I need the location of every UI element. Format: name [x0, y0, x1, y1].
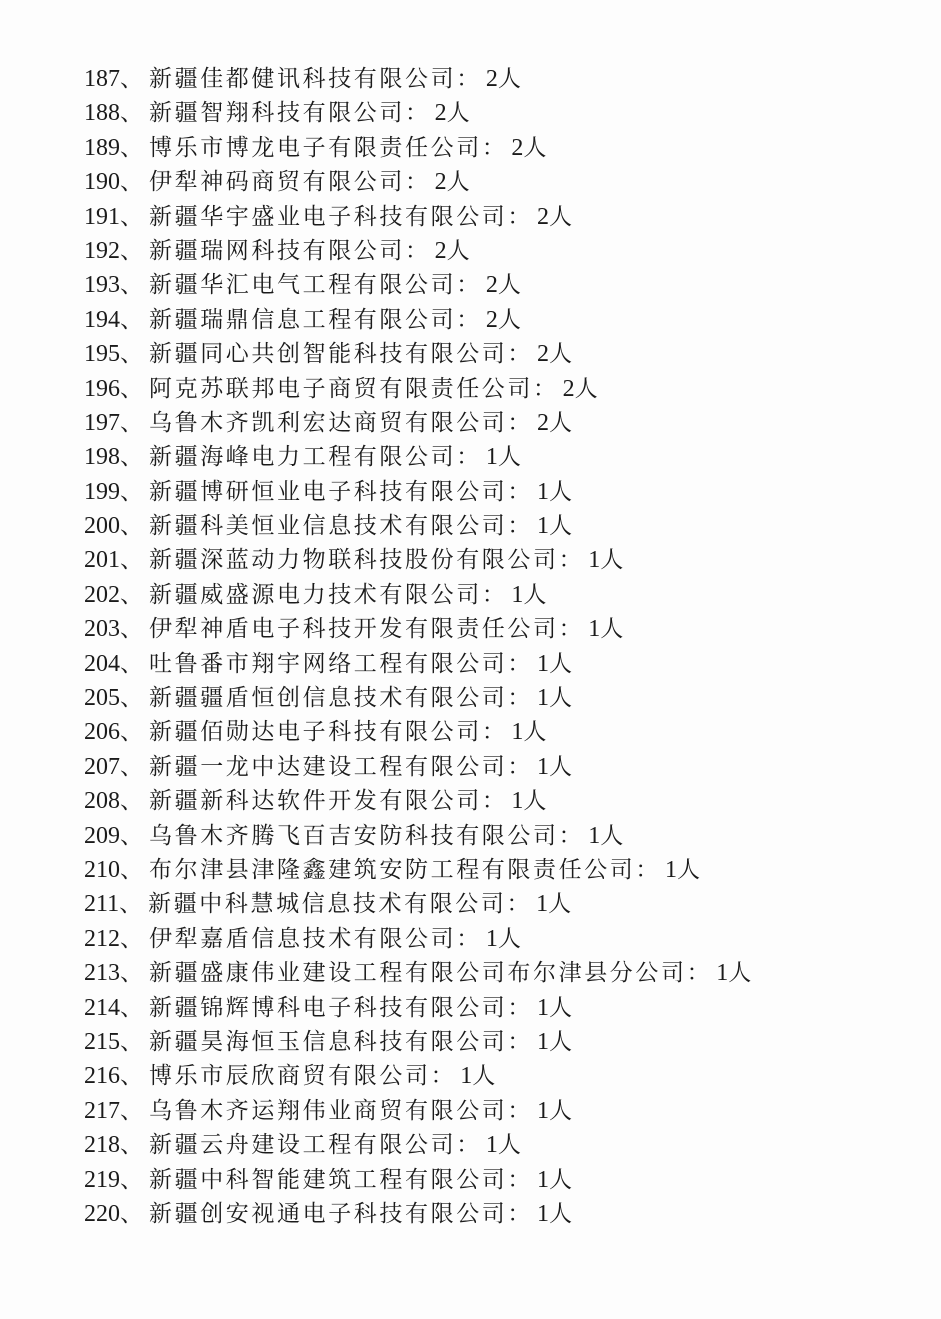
entry-separator: 、 — [120, 616, 143, 643]
list-item — [84, 1197, 904, 1231]
company-name: 新疆华宇盛业电子科技有限公司 — [149, 203, 508, 230]
entry-colon: ： — [456, 444, 482, 471]
headcount-value: 1 — [588, 822, 601, 849]
headcount-unit: 人 — [549, 650, 573, 677]
entry-colon: ： — [456, 925, 482, 952]
list-item — [84, 131, 904, 165]
headcount — [511, 578, 546, 612]
headcount — [537, 475, 572, 509]
company-name: 乌鲁木齐腾飞百吉安防科技有限公司 — [149, 822, 559, 849]
headcount-value: 1 — [460, 1063, 473, 1090]
headcount — [486, 268, 521, 302]
headcount-value: 2 — [537, 203, 550, 230]
company-name: 新疆海峰电力工程有限公司 — [149, 444, 457, 471]
company-name: 新疆创安视通电子科技有限公司 — [149, 1200, 508, 1227]
entry-separator: 、 — [120, 1132, 143, 1159]
list-item — [84, 715, 904, 749]
headcount — [486, 440, 521, 474]
headcount-value: 1 — [537, 1097, 550, 1124]
entry-colon: ： — [533, 375, 559, 402]
headcount — [511, 715, 546, 749]
company-name: 布尔津县津隆鑫建筑安防工程有限责任公司 — [149, 856, 636, 883]
entry-separator: 、 — [120, 1028, 143, 1055]
entry-colon: ： — [405, 100, 431, 127]
headcount-value: 1 — [537, 753, 550, 780]
headcount — [716, 956, 751, 990]
entry-number: 198 — [84, 444, 120, 471]
entry-number: 187 — [84, 66, 120, 92]
headcount-value: 1 — [511, 719, 524, 746]
company-name: 新疆华汇电气工程有限公司 — [149, 272, 457, 299]
entry-colon: ： — [507, 1097, 534, 1124]
headcount-unit: 人 — [677, 856, 701, 883]
headcount — [537, 750, 572, 784]
entry-number: 197 — [84, 409, 120, 436]
headcount — [537, 406, 572, 440]
headcount-unit: 人 — [549, 478, 573, 505]
headcount-unit: 人 — [549, 1200, 573, 1227]
entry-colon: ： — [507, 753, 534, 780]
entry-number: 196 — [84, 375, 120, 402]
entry-number: 217 — [84, 1097, 120, 1124]
headcount-value: 2 — [434, 169, 447, 196]
entry-separator: 、 — [120, 444, 143, 471]
entry-colon: ： — [456, 66, 482, 92]
entry-number: 219 — [84, 1166, 120, 1193]
headcount — [537, 337, 572, 371]
headcount-value: 1 — [665, 856, 678, 883]
headcount-value: 1 — [537, 685, 550, 712]
headcount — [537, 991, 572, 1025]
headcount — [537, 200, 572, 234]
headcount — [536, 887, 571, 921]
entry-number: 201 — [84, 547, 120, 574]
headcount-unit: 人 — [574, 375, 598, 402]
list-item — [84, 784, 904, 818]
headcount-value: 1 — [485, 925, 498, 952]
entry-number: 189 — [84, 134, 120, 161]
headcount-unit: 人 — [446, 169, 470, 196]
list-item — [84, 200, 904, 234]
headcount — [537, 509, 572, 543]
headcount-unit: 人 — [549, 685, 573, 712]
entry-number: 190 — [84, 169, 120, 196]
company-name: 阿克苏联邦电子商贸有限责任公司 — [149, 375, 533, 402]
list-item — [84, 991, 904, 1025]
headcount-value: 2 — [485, 272, 498, 299]
entry-number: 188 — [84, 100, 120, 127]
entry-separator: 、 — [120, 719, 143, 746]
headcount-value: 2 — [485, 66, 498, 92]
headcount-value: 1 — [485, 444, 498, 471]
headcount — [665, 853, 700, 887]
list-item — [84, 681, 904, 715]
headcount — [511, 784, 546, 818]
entry-number: 211 — [84, 891, 120, 918]
entry-separator: 、 — [120, 788, 143, 815]
company-name: 乌鲁木齐运翔伟业商贸有限公司 — [149, 1097, 508, 1124]
list-item — [84, 956, 904, 990]
headcount — [435, 165, 470, 199]
entry-separator: 、 — [120, 478, 143, 505]
entry-separator: 、 — [120, 306, 143, 333]
entry-number: 218 — [84, 1132, 120, 1159]
list-item — [84, 853, 904, 887]
list-item — [84, 1059, 904, 1093]
headcount-unit: 人 — [523, 581, 547, 608]
headcount-unit: 人 — [497, 272, 521, 299]
headcount — [460, 1059, 495, 1093]
entry-colon: ： — [686, 960, 713, 987]
entry-number: 195 — [84, 341, 120, 368]
entry-number: 193 — [84, 272, 120, 299]
headcount-unit: 人 — [497, 444, 521, 471]
headcount-value: 1 — [588, 547, 601, 574]
company-name: 新疆博研恒业电子科技有限公司 — [149, 478, 508, 505]
entry-separator: 、 — [120, 685, 143, 712]
company-list — [84, 62, 904, 1231]
headcount-value: 1 — [537, 1166, 550, 1193]
entry-number: 208 — [84, 788, 120, 815]
headcount — [486, 922, 521, 956]
headcount-unit: 人 — [472, 1063, 496, 1090]
company-name: 新疆瑞网科技有限公司 — [149, 237, 405, 264]
entry-colon: ： — [405, 237, 431, 264]
entry-colon: ： — [507, 650, 534, 677]
company-name: 新疆昊海恒玉信息科技有限公司 — [149, 1028, 508, 1055]
entry-colon: ： — [430, 1063, 457, 1090]
headcount-unit: 人 — [600, 822, 624, 849]
headcount — [537, 1197, 572, 1231]
entry-colon: ： — [507, 513, 534, 540]
entry-separator: 、 — [120, 375, 143, 402]
entry-number: 209 — [84, 822, 120, 849]
entry-number: 191 — [84, 203, 120, 230]
company-name: 新疆中科慧城信息技术有限公司 — [148, 891, 507, 918]
entry-separator: 、 — [120, 994, 143, 1021]
headcount-value: 2 — [511, 134, 524, 161]
entry-separator: 、 — [120, 134, 143, 161]
headcount-unit: 人 — [497, 306, 521, 333]
entry-number: 220 — [84, 1200, 120, 1227]
headcount-value: 2 — [537, 341, 550, 368]
headcount — [435, 234, 470, 268]
entry-separator: 、 — [120, 960, 143, 987]
entry-separator: 、 — [120, 1063, 143, 1090]
headcount-unit: 人 — [548, 891, 572, 918]
entry-colon: ： — [456, 306, 482, 333]
headcount — [486, 303, 521, 337]
headcount — [486, 1128, 521, 1162]
headcount-unit: 人 — [600, 616, 624, 643]
headcount — [588, 543, 623, 577]
headcount-unit: 人 — [549, 1097, 573, 1124]
entry-number: 199 — [84, 478, 120, 505]
entry-number: 207 — [84, 753, 120, 780]
list-item — [84, 922, 904, 956]
company-name: 新疆智翔科技有限公司 — [149, 100, 405, 127]
headcount-value: 2 — [434, 100, 447, 127]
company-name: 博乐市博龙电子有限责任公司 — [149, 134, 482, 161]
headcount — [537, 1163, 572, 1197]
entry-number: 215 — [84, 1028, 120, 1055]
company-name: 新疆同心共创智能科技有限公司 — [149, 341, 508, 368]
headcount-unit: 人 — [549, 203, 573, 230]
headcount-value: 1 — [511, 581, 524, 608]
headcount — [537, 1025, 572, 1059]
headcount — [537, 647, 572, 681]
entry-number: 210 — [84, 856, 120, 883]
entry-separator: 、 — [120, 650, 143, 677]
list-item — [84, 647, 904, 681]
list-item — [84, 372, 904, 406]
entry-separator: 、 — [120, 272, 143, 299]
company-name: 新疆科美恒业信息技术有限公司 — [149, 513, 508, 540]
list-item — [84, 303, 904, 337]
list-item — [84, 440, 904, 474]
headcount-unit: 人 — [523, 788, 547, 815]
entry-separator: 、 — [120, 581, 143, 608]
entry-separator: 、 — [120, 513, 143, 540]
company-name: 新疆盛康伟业建设工程有限公司布尔津县分公司 — [149, 960, 687, 987]
headcount — [511, 131, 546, 165]
entry-colon: ： — [507, 994, 534, 1021]
entry-number: 194 — [84, 306, 120, 333]
headcount-unit: 人 — [523, 719, 547, 746]
entry-separator: 、 — [120, 925, 143, 952]
entry-colon: ： — [635, 856, 662, 883]
headcount-unit: 人 — [549, 994, 573, 1021]
headcount-value: 1 — [485, 1132, 498, 1159]
company-name: 新疆锦辉博科电子科技有限公司 — [149, 994, 508, 1021]
entry-number: 212 — [84, 925, 120, 952]
list-item — [84, 612, 904, 646]
company-name: 博乐市辰欣商贸有限公司 — [149, 1063, 431, 1090]
list-item — [84, 96, 904, 130]
headcount-unit: 人 — [497, 925, 521, 952]
company-name: 伊犁神码商贸有限公司 — [149, 169, 405, 196]
company-name: 新疆新科达软件开发有限公司 — [149, 788, 482, 815]
headcount-unit: 人 — [446, 237, 470, 264]
headcount-value: 1 — [537, 650, 550, 677]
entry-separator: 、 — [120, 203, 143, 230]
entry-separator: 、 — [120, 341, 143, 368]
entry-colon: ： — [481, 134, 508, 161]
entry-number: 216 — [84, 1063, 120, 1090]
entry-separator: 、 — [120, 409, 143, 436]
entry-colon: ： — [405, 169, 431, 196]
list-item — [84, 1094, 904, 1128]
headcount — [588, 819, 623, 853]
headcount-unit: 人 — [497, 66, 521, 92]
company-name: 乌鲁木齐凯利宏达商贸有限公司 — [149, 409, 508, 436]
headcount-value: 1 — [536, 891, 549, 918]
entry-number: 205 — [84, 685, 120, 712]
list-item — [84, 509, 904, 543]
entry-separator: 、 — [120, 547, 143, 574]
company-name: 新疆佰勋达电子科技有限公司 — [149, 719, 482, 746]
headcount-value: 1 — [588, 616, 601, 643]
entry-separator: 、 — [120, 822, 143, 849]
entry-colon: ： — [558, 822, 585, 849]
headcount-value: 1 — [537, 994, 550, 1021]
entry-colon: ： — [507, 1200, 534, 1227]
entry-separator: 、 — [119, 891, 143, 918]
headcount-unit: 人 — [549, 513, 573, 540]
list-item — [84, 1025, 904, 1059]
entry-number: 202 — [84, 581, 120, 608]
headcount-value: 2 — [537, 409, 550, 436]
entry-colon: ： — [481, 719, 508, 746]
entry-separator: 、 — [120, 1200, 143, 1227]
headcount-value: 1 — [537, 513, 550, 540]
headcount-unit: 人 — [549, 753, 573, 780]
list-item — [84, 406, 904, 440]
company-name: 新疆威盛源电力技术有限公司 — [149, 581, 482, 608]
entry-colon: ： — [481, 788, 508, 815]
entry-separator: 、 — [120, 169, 143, 196]
list-item — [84, 819, 904, 853]
headcount-value: 1 — [537, 1028, 550, 1055]
company-name: 新疆一龙中达建设工程有限公司 — [149, 753, 508, 780]
entry-number: 214 — [84, 994, 120, 1021]
list-item — [84, 62, 904, 96]
list-item — [84, 165, 904, 199]
entry-separator: 、 — [120, 100, 143, 127]
list-item — [84, 337, 904, 371]
entry-colon: ： — [507, 341, 534, 368]
headcount — [537, 681, 572, 715]
entry-separator: 、 — [120, 1097, 143, 1124]
entry-colon: ： — [507, 203, 534, 230]
headcount-unit: 人 — [523, 134, 547, 161]
headcount — [588, 612, 623, 646]
entry-colon: ： — [507, 1166, 534, 1193]
headcount-unit: 人 — [497, 1132, 521, 1159]
list-item — [84, 1128, 904, 1162]
headcount-unit: 人 — [549, 1028, 573, 1055]
headcount-unit: 人 — [446, 100, 470, 127]
company-name: 伊犁嘉盾信息技术有限公司 — [149, 925, 457, 952]
headcount-unit: 人 — [728, 960, 752, 987]
entry-separator: 、 — [120, 237, 143, 264]
headcount-value: 1 — [537, 1200, 550, 1227]
list-item — [84, 543, 904, 577]
entry-separator: 、 — [120, 1166, 143, 1193]
headcount-unit: 人 — [600, 547, 624, 574]
list-item — [84, 234, 904, 268]
entry-number: 204 — [84, 650, 120, 677]
company-name: 新疆瑞鼎信息工程有限公司 — [149, 306, 457, 333]
list-item — [84, 887, 904, 921]
company-name: 新疆云舟建设工程有限公司 — [149, 1132, 457, 1159]
headcount-unit: 人 — [549, 409, 573, 436]
entry-colon: ： — [507, 1028, 534, 1055]
entry-number: 213 — [84, 960, 120, 987]
entry-colon: ： — [507, 685, 534, 712]
entry-separator: 、 — [120, 753, 143, 780]
list-item — [84, 1163, 904, 1197]
entry-colon: ： — [456, 272, 482, 299]
entry-colon: ： — [481, 581, 508, 608]
entry-colon: ： — [507, 409, 534, 436]
company-name: 新疆深蓝动力物联科技股份有限公司 — [149, 547, 559, 574]
entry-number: 192 — [84, 237, 120, 264]
entry-colon: ： — [558, 616, 585, 643]
company-name: 伊犁神盾电子科技开发有限责任公司 — [149, 616, 559, 643]
headcount — [486, 62, 521, 96]
company-name: 新疆疆盾恒创信息技术有限公司 — [149, 685, 508, 712]
entry-colon: ： — [456, 1132, 482, 1159]
company-name: 吐鲁番市翔宇网络工程有限公司 — [149, 650, 508, 677]
entry-colon: ： — [506, 891, 533, 918]
entry-number: 203 — [84, 616, 120, 643]
entry-colon: ： — [507, 478, 534, 505]
list-item — [84, 750, 904, 784]
entry-colon: ： — [558, 547, 585, 574]
list-item — [84, 268, 904, 302]
entry-number: 206 — [84, 719, 120, 746]
headcount-value: 1 — [716, 960, 729, 987]
headcount-value: 2 — [434, 237, 447, 264]
headcount — [435, 96, 470, 130]
headcount — [563, 372, 598, 406]
headcount-value: 1 — [511, 788, 524, 815]
headcount-value: 1 — [537, 478, 550, 505]
headcount-value: 2 — [562, 375, 575, 402]
headcount-unit: 人 — [549, 1166, 573, 1193]
company-name: 新疆中科智能建筑工程有限公司 — [149, 1166, 508, 1193]
headcount — [537, 1094, 572, 1128]
list-item — [84, 578, 904, 612]
list-item — [84, 475, 904, 509]
entry-separator: 、 — [120, 856, 143, 883]
headcount-value: 2 — [485, 306, 498, 333]
company-name: 新疆佳都健讯科技有限公司 — [149, 66, 457, 92]
entry-separator: 、 — [120, 66, 143, 92]
headcount-unit: 人 — [549, 341, 573, 368]
entry-number: 200 — [84, 513, 120, 540]
